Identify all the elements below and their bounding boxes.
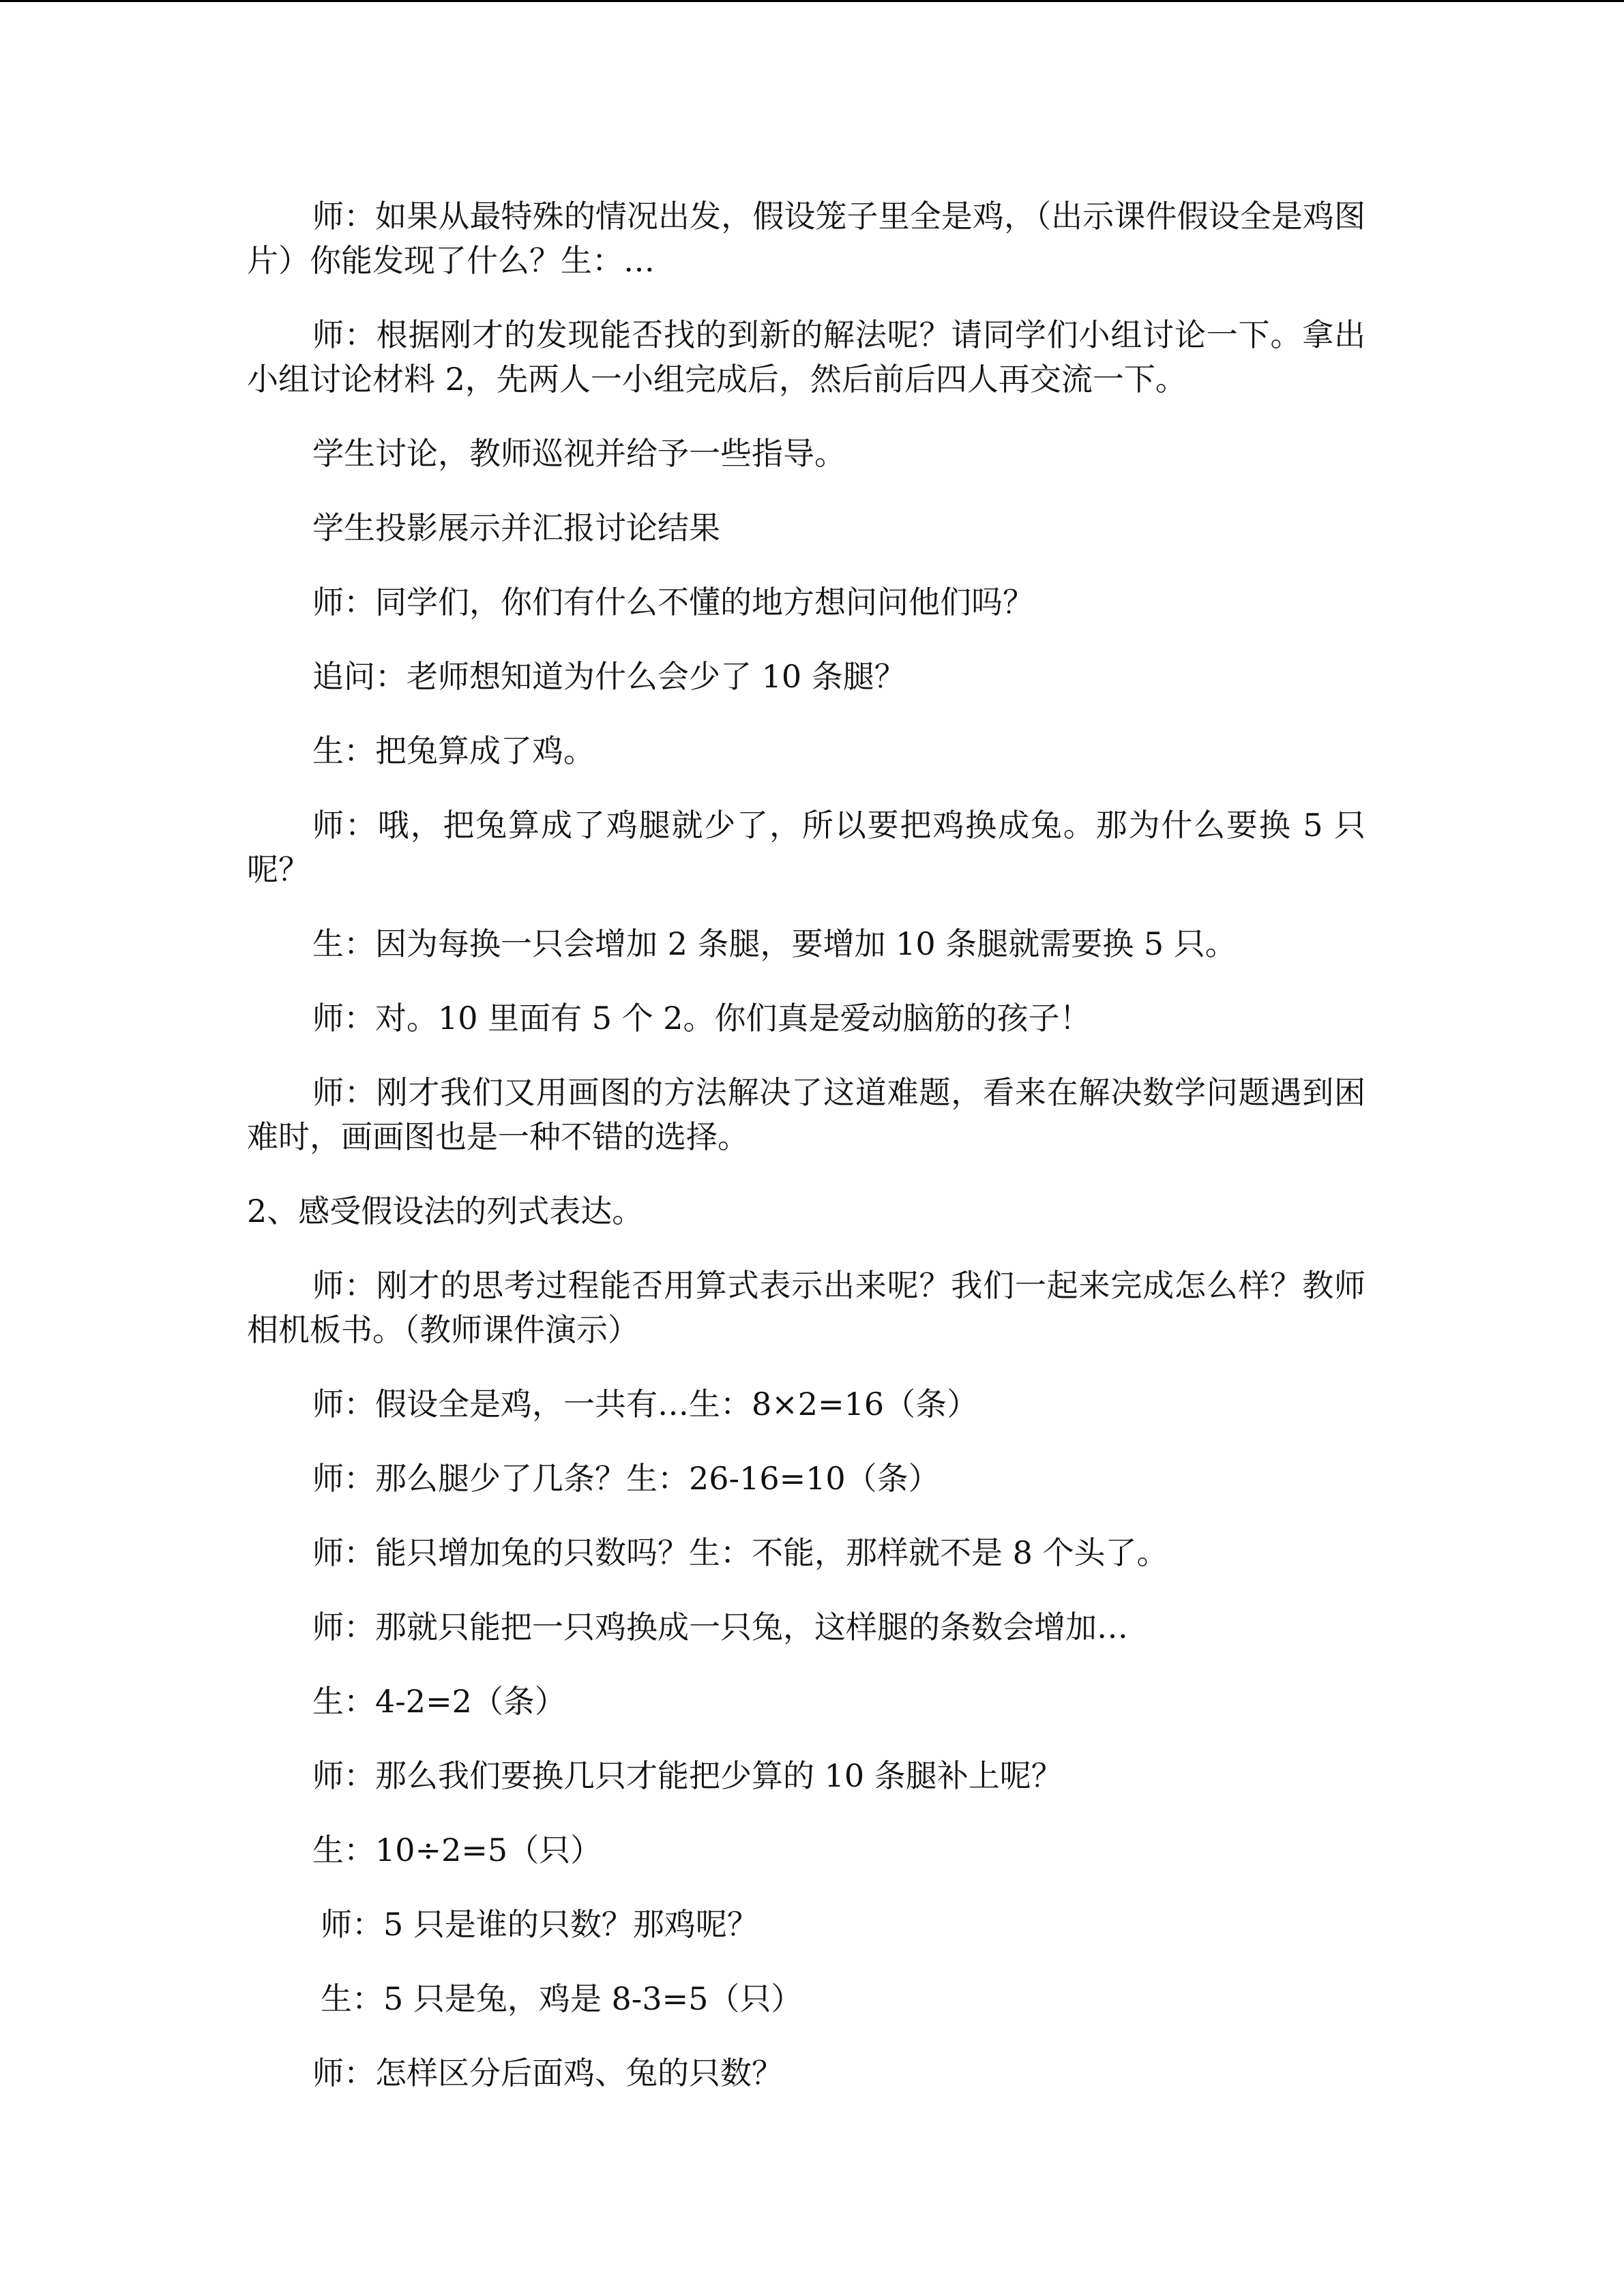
paragraph: 学生投影展示并汇报讨论结果 xyxy=(312,509,720,546)
paragraph: 学生讨论，教师巡视并给予一些指导。 xyxy=(312,435,846,472)
paragraph: 师：如果从最特殊的情况出发，假设笼子里全是鸡，（出示课件假设全是鸡图片）你能发现了什么？生：… xyxy=(247,198,1365,279)
paragraph: 生：因为每换一只会增加 2 条腿，要增加 10 条腿就需要换 5 只。 xyxy=(312,925,1237,962)
paragraph: 师：那就只能把一只鸡换成一只兔，这样腿的条数会增加… xyxy=(312,1609,1128,1645)
paragraph: 生：把兔算成了鸡。 xyxy=(312,732,595,769)
paragraph: 师：能只增加兔的只数吗？生：不能，那样就不是 8 个头了。 xyxy=(312,1534,1168,1571)
paragraph: 师：假设全是鸡，一共有…生：8×2=16（条） xyxy=(312,1386,979,1422)
paragraph: 师：哦，把兔算成了鸡腿就少了，所以要把鸡换成兔。那为什么要换 5 只呢？ xyxy=(247,807,1365,888)
paragraph: 师：怎样区分后面鸡、兔的只数？ xyxy=(312,2055,783,2091)
paragraph: 师：那么我们要换几只才能把少算的 10 条腿补上呢？ xyxy=(312,1757,1063,1794)
paragraph: 师：5 只是谁的只数？那鸡呢？ xyxy=(321,1906,758,1943)
paragraph: 生：5 只是兔，鸡是 8-3=5（只） xyxy=(321,1980,803,2017)
paragraph: 生：4-2=2（条） xyxy=(312,1683,566,1720)
paragraph: 生：10÷2=5（只） xyxy=(312,1832,602,1868)
paragraph: 师：同学们，你们有什么不懂的地方想问问他们吗？ xyxy=(312,584,1034,621)
paragraph: 师：刚才的思考过程能否用算式表示出来呢？我们一起来完成怎么样？教师相机板书。（教师课件演示） xyxy=(247,1267,1365,1348)
document-body xyxy=(247,194,1365,2126)
paragraph: 师：对。10 里面有 5 个 2。你们真是爱动脑筋的孩子！ xyxy=(312,1000,1091,1037)
section-heading: 2、感受假设法的列式表达。 xyxy=(247,1193,644,1229)
paragraph: 师：那么腿少了几条？生：26-16=10（条） xyxy=(312,1460,940,1497)
paragraph: 师：根据刚才的发现能否找的到新的解法呢？请同学们小组讨论一下。拿出小组讨论材料 2，先两人一小组完成后，然后前后四人再交流一下。 xyxy=(247,316,1365,398)
paragraph: 追问：老师想知道为什么会少了 10 条腿？ xyxy=(312,658,906,695)
paragraph: 师：刚才我们又用画图的方法解决了这道难题，看来在解决数学问题遇到困难时，画画图也是一种不错的选择。 xyxy=(247,1074,1365,1155)
